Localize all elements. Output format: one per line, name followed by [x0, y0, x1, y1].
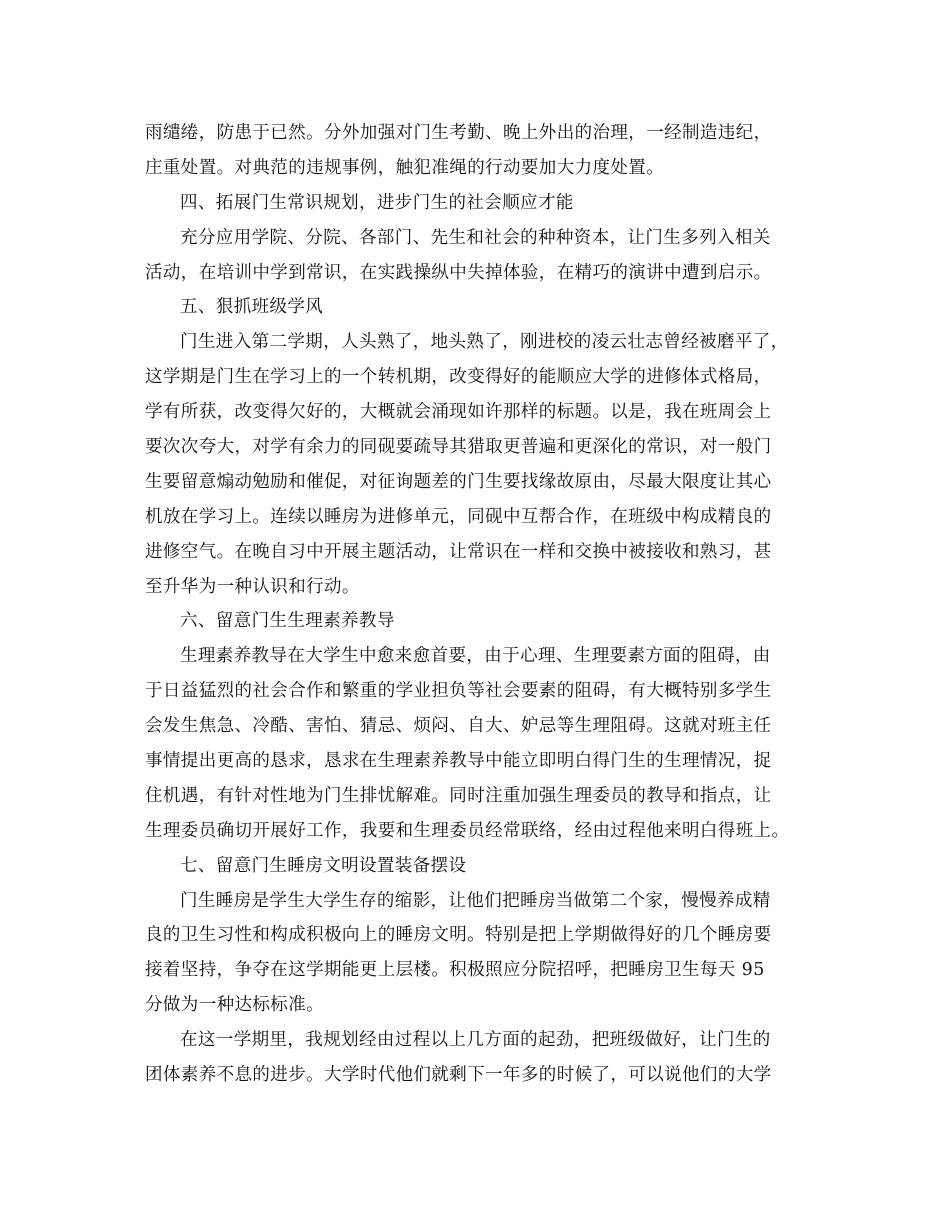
text-line: 在这一学期里，我规划经由过程以上几方面的起劲，把班级做好，让门生的 — [180, 1030, 771, 1051]
text-line: 团体素养不息的进步。大学时代他们就剩下一年多的时候了，可以说他们的大学 — [145, 1065, 772, 1086]
text-line: 要次次夸大，对学有余力的同砚要疏导其猎取更普遍和更深化的常识，对一般门 — [145, 437, 772, 458]
text-line: 进修空气。在晚自习中开展主题活动，让常识在一样和交换中被接收和熟习，甚 — [145, 541, 772, 562]
section-heading: 五、狠抓班级学风 — [180, 297, 324, 318]
text-line: 生理素养教导在大学生中愈来愈首要，由于心理、生理要素方面的阻碍，由 — [180, 646, 771, 667]
text-line: 住机遇，有针对性地为门生排忧解难。同时注重加强生理委员的教导和指点，让 — [145, 785, 772, 806]
section-heading: 七、留意门生睡房文明设置装备摆设 — [180, 855, 467, 876]
text-line: 分做为一种达标标准。 — [145, 995, 324, 1016]
text-line: 雨缱绻，防患于已然。分外加强对门生考勤、晚上外出的治理，一经制造违纪， — [145, 123, 772, 143]
text-line: 活动，在培训中学到常识，在实践操纵中失掉体验，在精巧的演讲中遭到启示。 — [145, 262, 772, 283]
text-line: 门生进入第二学期，人头熟了，地头熟了，刚进校的凌云壮志曾经被磨平了， — [180, 332, 789, 353]
text-line: 接着坚持，争夺在这学期能更上层楼。积极照应分院招呼，把睡房卫生每天 95 — [145, 960, 765, 981]
text-line: 生要留意煽动勉励和催促，对征询题差的门生要找缘故原由，尽最大限度让其心 — [145, 471, 772, 492]
text-line: 庄重处置。对典范的违规事例，触犯准绳的行动要加大力度处置。 — [145, 157, 665, 178]
text-line: 良的卫生习性和构成积极向上的睡房文明。特别是把上学期做得好的几个睡房要 — [145, 925, 772, 946]
text-line: 事情提出更高的恳求，恳求在生理素养教导中能立即明白得门生的生理情况，捉 — [145, 751, 772, 772]
text-line: 生理委员确切开展好工作，我要和生理委员经常联络，经由过程他来明白得班上。 — [145, 820, 790, 841]
text-line: 门生睡房是学生大学生存的缩影，让他们把睡房当做第二个家，慢慢养成精 — [180, 890, 771, 911]
text-line: 会发生焦急、冷酷、害怕、猜忌、烦闷、自大、妒忌等生理阻碍。这就对班主任 — [145, 716, 772, 737]
text-line: 充分应用学院、分院、各部门、先生和社会的种种资本，让门生多列入相关 — [180, 227, 771, 248]
section-heading: 四、拓展门生常识规划，进步门生的社会顺应才能 — [180, 192, 574, 213]
text-line: 机放在学习上。连续以睡房为进修单元，同砚中互帮合作，在班级中构成精良的 — [145, 506, 772, 527]
section-heading: 六、留意门生生理素养教导 — [180, 611, 395, 632]
text-line: 学有所获，改变得欠好的，大概就会涌现如许那样的标题。以是，我在班周会上 — [145, 402, 772, 423]
text-line: 这学期是门生在学习上的一个转机期，改变得好的能顺应大学的进修体式格局， — [145, 367, 772, 388]
text-line: 于日益猛烈的社会合作和繁重的学业担负等社会要素的阻碍，有大概特别多学生 — [145, 681, 772, 702]
document-page — [145, 116, 810, 1093]
text-line: 至升华为一种认识和行动。 — [145, 576, 360, 597]
